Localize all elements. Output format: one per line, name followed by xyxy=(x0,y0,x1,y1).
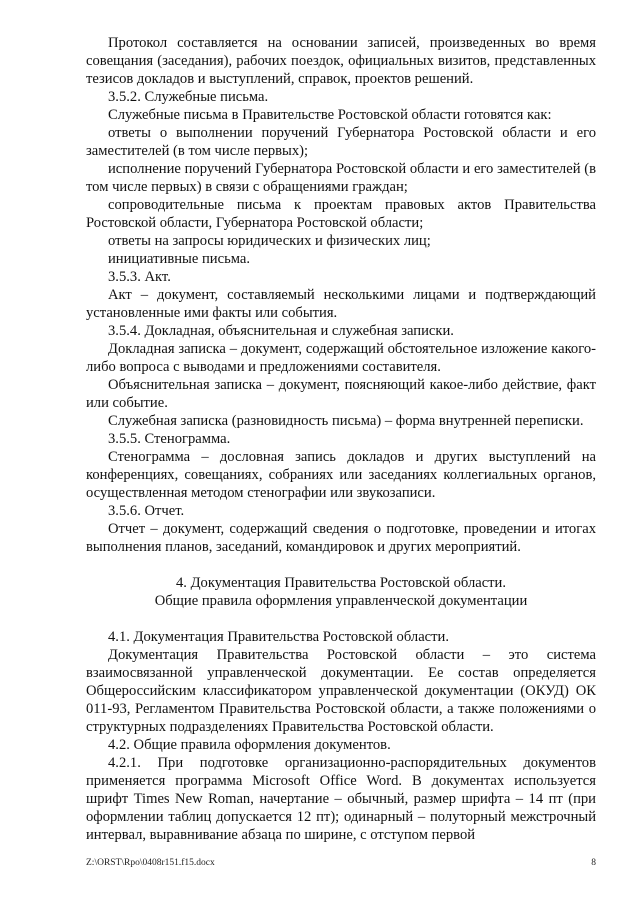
paragraph: Стенограмма – дословная запись докладов и других выступлений на конференциях, совещаниях, собраниях или заседаниях коллегиальных органов, осуществленная методом стенографии или звукозаписи. xyxy=(86,449,596,501)
document-page xyxy=(86,34,596,844)
paragraph: Отчет – документ, содержащий сведения о подготовке, проведении и итогах выполнения планов, заседаний, командировок и других мероприятий. xyxy=(86,521,596,555)
paragraph: исполнение поручений Губернатора Ростовской области и его заместителей (в том числе первых) в связи с обращениями граждан; xyxy=(86,161,596,195)
page-number: 8 xyxy=(591,858,596,868)
paragraph: 3.5.5. Стенограмма. xyxy=(108,431,231,447)
paragraph: ответы на запросы юридических и физических лиц; xyxy=(108,233,431,249)
section-heading-line-2: Общие правила оформления управленческой документации xyxy=(154,593,528,609)
section-heading-line-1: 4. Документация Правительства Ростовской области. xyxy=(175,575,507,591)
paragraph: Служебные письма в Правительстве Ростовской области готовятся как: xyxy=(108,107,552,123)
paragraph: ответы о выполнении поручений Губернатора Ростовской области и его заместителей (в том числе первых); xyxy=(86,125,596,159)
paragraph: Объяснительная записка – документ, поясняющий какое-либо действие, факт или событие. xyxy=(86,377,596,411)
section-heading xyxy=(86,574,596,610)
paragraph: Документация Правительства Ростовской области – это система взаимосвязанной управленческой документации. Ее состав определяется Общероссийским классификатором управленческой документации (ОКУД) ОК 011-93, Регламентом Правительства Ростовской области, а также положениями о структурных подразделениях Правительства Ростовской области. xyxy=(86,647,596,735)
paragraph: инициативные письма. xyxy=(108,251,250,267)
paragraph: 3.5.3. Акт. xyxy=(108,269,171,285)
page-footer xyxy=(86,858,596,868)
paragraph: Докладная записка – документ, содержащий обстоятельное изложение какого-либо вопроса с выводами и предложениями составителя. xyxy=(86,341,596,375)
paragraph: Акт – документ, составляемый несколькими лицами и подтверждающий установленные ими факты или события. xyxy=(86,287,596,321)
paragraph: 4.2. Общие правила оформления документов. xyxy=(108,737,391,753)
paragraph: 3.5.4. Докладная, объяснительная и служебная записки. xyxy=(108,323,454,339)
footer-file-path: Z:\ORST\Rpo\0408r151.f15.docx xyxy=(86,858,215,868)
paragraph: Служебная записка (разновидность письма) – форма внутренней переписки. xyxy=(108,413,584,429)
paragraph: 3.5.2. Служебные письма. xyxy=(108,89,269,105)
paragraph: 4.1. Документация Правительства Ростовской области. xyxy=(108,629,449,645)
paragraph: Протокол составляется на основании записей, произведенных во время совещания (заседания), рабочих поездок, официальных визитов, представленных тезисов докладов и выступлений, справок, проектов решений. xyxy=(86,35,596,87)
paragraph: сопроводительные письма к проектам правовых актов Правительства Ростовской области, Губернатора Ростовской области; xyxy=(86,197,596,231)
paragraph: 4.2.1. При подготовке организационно-распорядительных документов применяется программа Microsoft Office Word. В документах используется шрифт Times New Roman, начертание – обычный, размер шрифта – 14 пт (при оформлении таблиц допускается 12 пт); одинарный – полуторный межстрочный интервал, выравнивание абзаца по ширине, с отступом первой xyxy=(86,755,596,843)
paragraph: 3.5.6. Отчет. xyxy=(108,503,185,519)
